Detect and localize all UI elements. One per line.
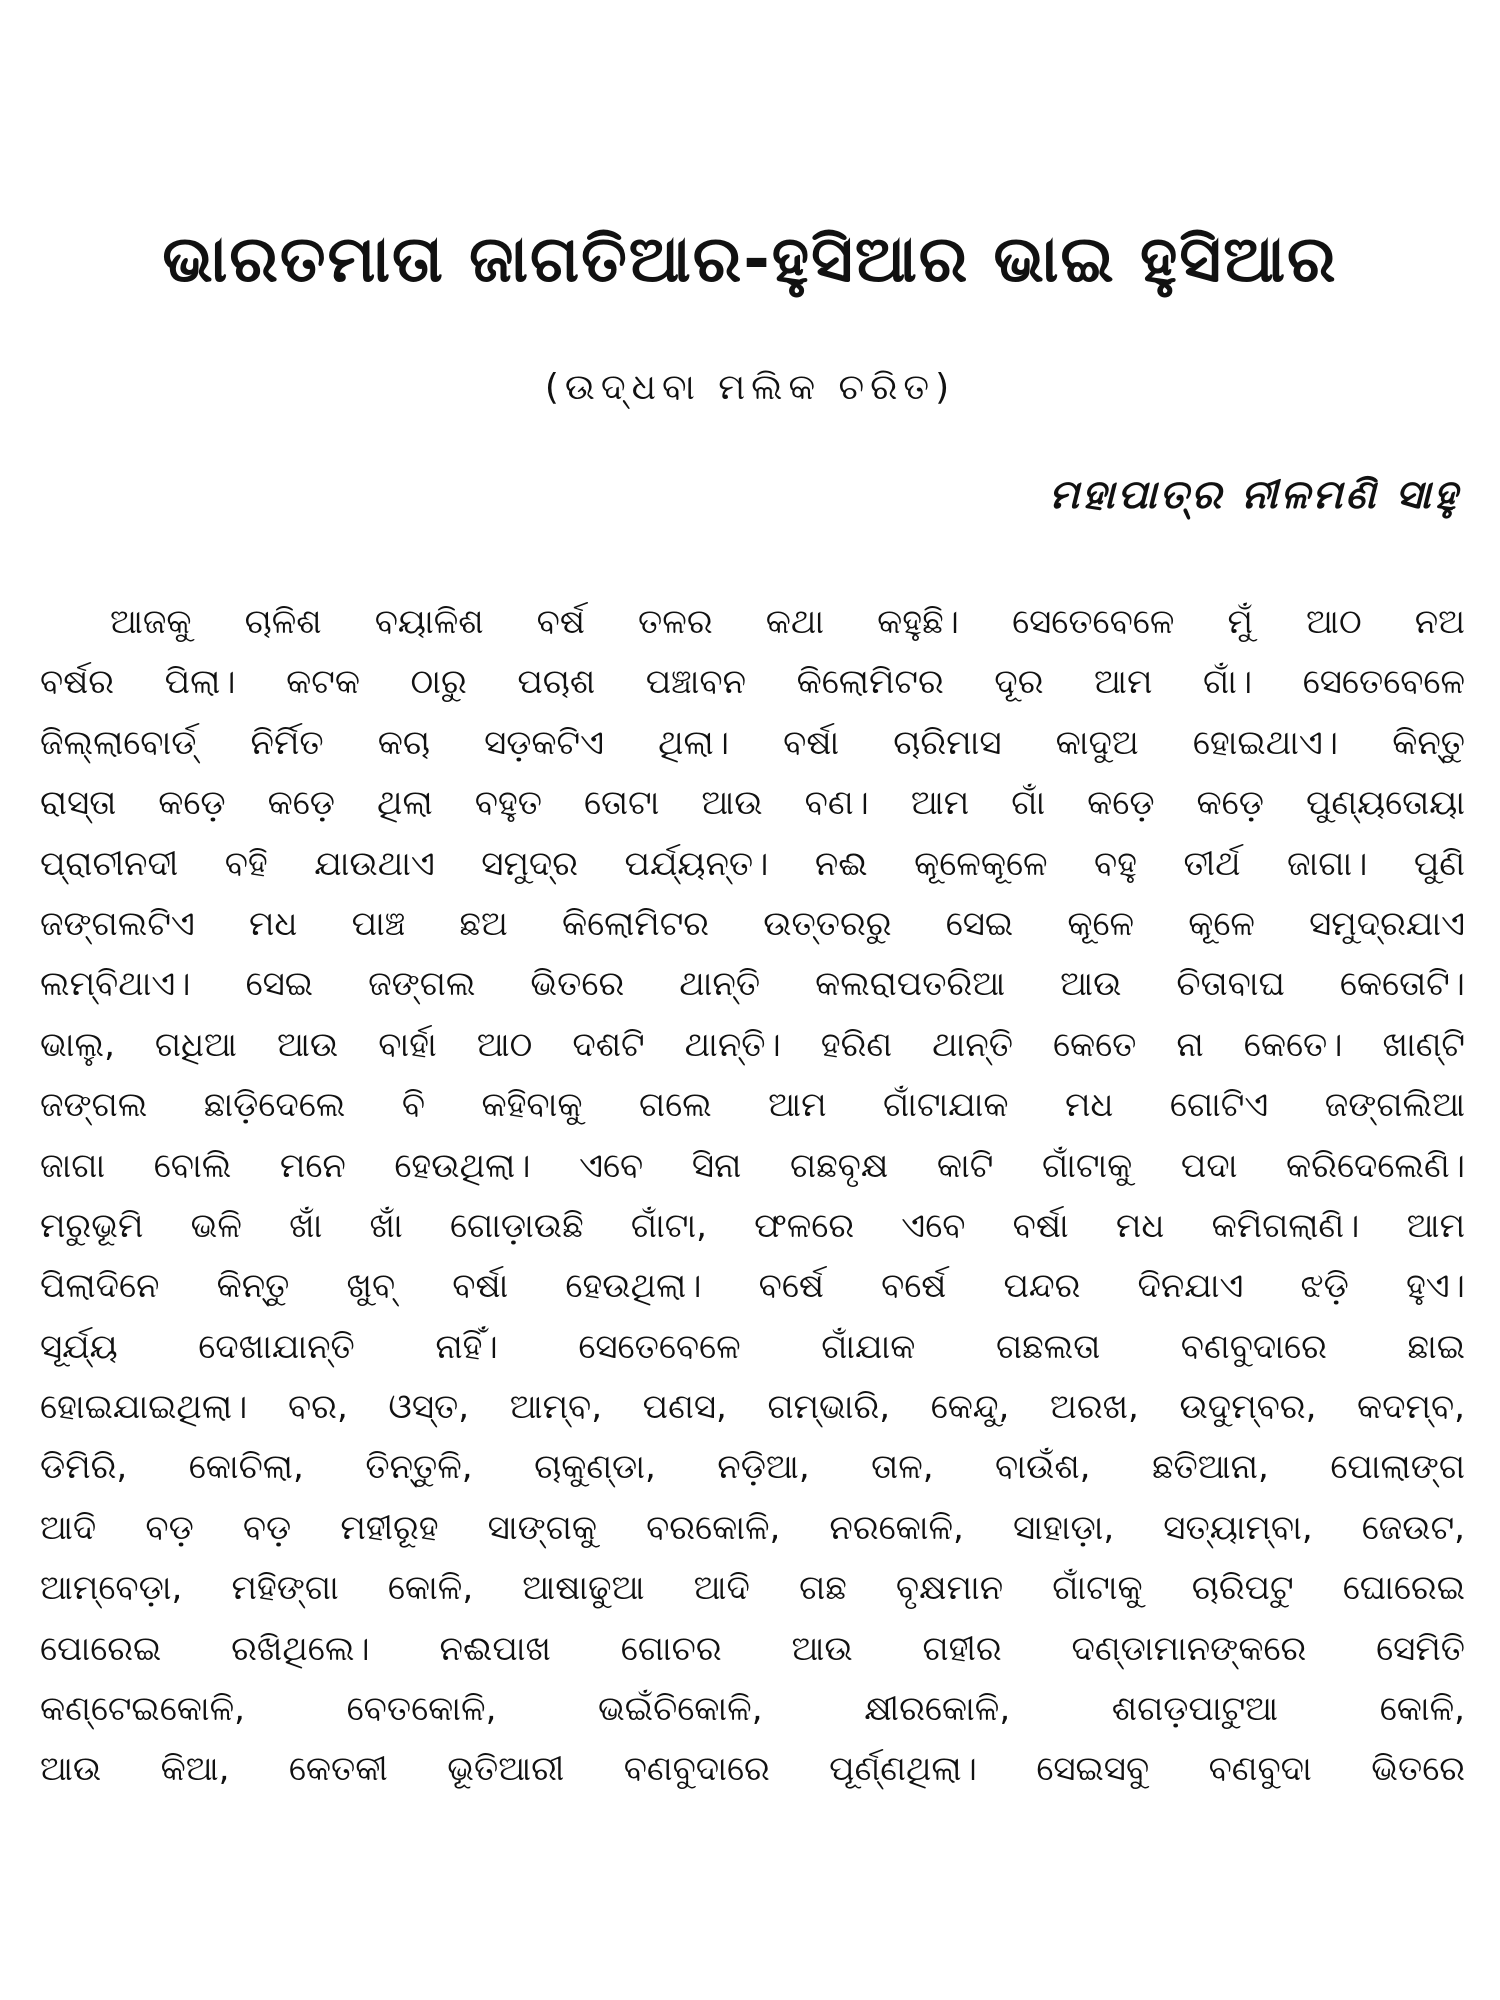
body-line: ଡିମିରି, କୋଚିଲା, ତିନ୍ତୁଳି, ଚାକୁଣ୍ଡା, ନଡ଼ିଆ, ତାଳ, ବାଉଁଶ, ଛତିଆନା, ପୋଲାଙ୍ଗ: [40, 1447, 1465, 1488]
body-line: ପିଲାଦିନେ କିନ୍ତୁ ଖୁବ୍ ବର୍ଷା ହେଉଥିଲା। ବର୍ଷେ ବର୍ଷେ ପନ୍ଦର ଦିନଯାଏ ଝଡ଼ି ହୁଏ।: [40, 1266, 1465, 1307]
body-line: ଲମ୍ବିଥାଏ। ସେଇ ଜଙ୍ଗଲ ଭିତରେ ଥାନ୍ତି କଲରାପତରିଆ ଆଉ ଚିତାବାଘ କେତୋଟି।: [40, 964, 1465, 1005]
body-line: ଜଙ୍ଗଲ ଛାଡ଼ିଦେଲେ ବି କହିବାକୁ ଗଲେ ଆମ ଗାଁଟାଯାକ ମଧ ଗୋଟିଏ ଜଙ୍ଗଲିଆ: [40, 1085, 1465, 1126]
body-line: ଜିଲ୍ଲାବୋର୍ଡ୍ ନିର୍ମିତ କଚା ସଡ଼କଟିଏ ଥିଲା। ବର୍ଷା ଚାରିମାସ କାଦୁଅ ହୋଇଥାଏ। କିନ୍ତୁ: [40, 722, 1465, 763]
article-subtitle: (ଉଦ୍ଧବା ମଲିକ ଚରିତ): [544, 367, 956, 408]
body-line: ପୋରେଇ ରଖିଥିଲେ। ନଈପାଖ ଗୋଚର ଆଉ ଗହୀର ଦଣ୍ଡାମାନଙ୍କରେ ସେମିତି: [40, 1628, 1465, 1669]
body-line: କଣ୍ଟେଇକୋଳି, ବେତକୋଳି, ଭଇଁଚିକୋଳି, କ୍ଷୀରକୋଳି, ଶଗଡ଼ପାଟୁଆ କୋଳି,: [40, 1689, 1465, 1730]
body-line: ବର୍ଷର ପିଲା। କଟକ ଠାରୁ ପଚାଶ ପଞ୍ଚାବନ କିଲୋମିଟର ଦୂର ଆମ ଗାଁ। ସେତେବେଳେ: [40, 662, 1465, 703]
body-line: ଜଙ୍ଗଲଟିଏ ମଧ ପାଞ୍ଚ ଛଅ କିଲୋମିଟର ଉତ୍ତରରୁ ସେଇ କୂଳେ କୂଳେ ସମୁଦ୍ରଯାଏ: [40, 903, 1465, 944]
body-line: ମରୁଭୂମି ଭଳି ଖାଁ ଖାଁ ଗୋଡ଼ାଉଛି ଗାଁଟା, ଫଳରେ ଏବେ ବର୍ଷା ମଧ କମିଗଲାଣି। ଆମ: [40, 1205, 1465, 1246]
body-line: ପ୍ରାଚୀନଦୀ ବହି ଯାଉଥାଏ ସମୁଦ୍ର ପର୍ଯ୍ୟନ୍ତ। ନଈ କୂଳେକୂଳେ ବହୁ ତୀର୍ଥ ଜାଗା। ପୁଣି: [40, 843, 1465, 884]
body-line: ଆମ୍ବେଡ଼ା, ମହିଙ୍ଗା କୋଳି, ଆଷାଢୁଆ ଆଦି ଗଛ ବୃକ୍ଷମାନ ଗାଁଟାକୁ ଚାରିପଟୁ ଘୋରେଇ: [40, 1568, 1465, 1609]
body-line: ଆଦି ବଡ଼ ବଡ଼ ମହୀରୂହ ସାଙ୍ଗକୁ ବରକୋଳି, ନରକୋଳି, ସାହାଡ଼ା, ସତ୍ୟାମ୍ବା, ଜେଉଟ,: [40, 1507, 1465, 1548]
body-line: ଆଉ କିଆ, କେତକୀ ଭୂତିଆରୀ ବଣବୁଦାରେ ପୂର୍ଣ୍ଣଥିଲା। ସେଇସବୁ ବଣବୁଦା ଭିତରେ: [40, 1749, 1465, 1790]
body-line: ରାସ୍ତା କଡ଼େ କଡ଼େ ଥିଲା ବହୁତ ତୋଟା ଆଉ ବଣ। ଆମ ଗାଁ କଡ଼େ କଡ଼େ ପୁଣ୍ୟତୋୟା: [40, 783, 1465, 824]
body-line: ଆଜକୁ ଚାଳିଶ ବୟାଳିଶ ବର୍ଷ ତଳର କଥା କହୁଛି। ସେତେବେଳେ ମୁଁ ଆଠ ନଅ: [110, 602, 1465, 642]
body-line: ଜାଗା ବୋଲି ମନେ ହେଉଥିଲା। ଏବେ ସିନା ଗଛବୃକ୍ଷ କାଟି ଗାଁଟାକୁ ପଦା କରିଦେଲେଣି।: [40, 1145, 1465, 1186]
body-line: ହୋଇଯାଇଥିଲା। ବର, ଓସ୍ତ, ଆମ୍ବ, ପଣସ, ଗମ୍ଭାରି, କେନ୍ଦୁ, ଅରଖ, ଉଦୁମ୍ବର, କଦମ୍ବ,: [40, 1387, 1465, 1428]
body-line: ଭାଲୁ, ଗଧିଆ ଆଉ ବାର୍ହା ଆଠ ଦଶଟି ଥାନ୍ତି। ହରିଣ ଥାନ୍ତି କେତେ ନା କେତେ। ଖାଣ୍ଟି: [40, 1024, 1465, 1065]
article-author: ମହାପାତ୍ର ନୀଳମଣି ସାହୁ: [1049, 472, 1460, 518]
article-body: [40, 592, 1465, 1800]
body-line: ସୂର୍ଯ୍ୟ ଦେଖାଯାନ୍ତି ନାହିଁ। ସେତେବେଳେ ଗାଁଯାକ ଗଛଲତା ବଣବୁଦାରେ ଛାଇ: [40, 1326, 1465, 1367]
article-title: ଭାରତମାତା ଜାଗତିଆର-ହୁସିଆର ଭାଇ ହୁସିଆର: [162, 223, 1338, 297]
